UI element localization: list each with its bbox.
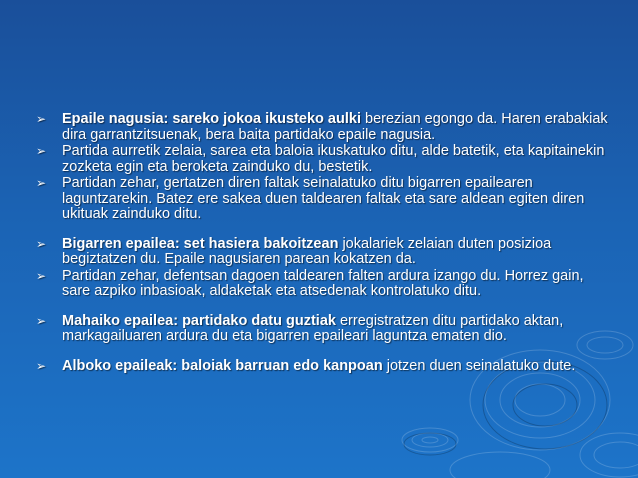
arrow-bullet-icon: ➢ — [36, 268, 47, 283]
arrow-bullet-icon: ➢ — [36, 313, 47, 328]
list-item — [36, 112, 614, 143]
list-item — [36, 176, 614, 223]
list-item — [36, 359, 614, 375]
list-item — [36, 144, 614, 175]
list-item — [36, 314, 614, 345]
arrow-bullet-icon: ➢ — [36, 144, 47, 158]
item-text: Partida aurretik zelaia, sarea eta baloia ikuskatuko ditu, alde batetik, eta kapitainekin zozketa egin eta beroketa zainduko du, bestetik. — [62, 143, 605, 175]
arrow-bullet-icon: ➢ — [36, 358, 47, 373]
list-item — [36, 269, 614, 300]
arrow-bullet-icon: ➢ — [36, 176, 47, 190]
item-text: jotzen duen seinalatuko dute. — [382, 357, 576, 374]
item-lead: Mahaiko epailea: partidako datu guztiak — [62, 312, 336, 329]
item-text: erregistratzen ditu partidako aktan, markagailuaren ardura du eta bigarren epaileari laguntza ematen dio. — [62, 312, 564, 344]
item-text: jokalariek zelaian duten posizioa begiztatzen du. Epaile nagusiaren parean kokatzen da. — [62, 235, 552, 267]
item-lead: Bigarren epailea: set hasiera bakoitzean — [62, 235, 339, 252]
list-item — [36, 237, 614, 268]
arrow-bullet-icon: ➢ — [36, 236, 47, 251]
item-text: berezian egongo da. Haren erabakiak dira garrantzitsuenak, bera baita partidako epaile nagusia. — [62, 111, 608, 143]
item-lead: Alboko epaileak: baloiak barruan edo kanpoan — [62, 357, 383, 374]
item-lead: Epaile nagusia: sareko jokoa ikusteko aulki — [62, 111, 361, 127]
bullet-list — [36, 112, 614, 375]
item-text: Partidan zehar, gertatzen diren faltak seinalatuko ditu bigarren epailearen laguntzarekin. Batez ere sakea duen taldearen faltak eta sare aldean egiten diren ukituak zainduko ditu. — [62, 175, 585, 222]
arrow-bullet-icon: ➢ — [36, 112, 47, 126]
item-text: Partidan zehar, defentsan dagoen taldearen falten ardura izango du. Horrez gain, sare azpiko inbasioak, aldaketak eta atsedenak kontrolatuko ditu. — [62, 267, 584, 299]
